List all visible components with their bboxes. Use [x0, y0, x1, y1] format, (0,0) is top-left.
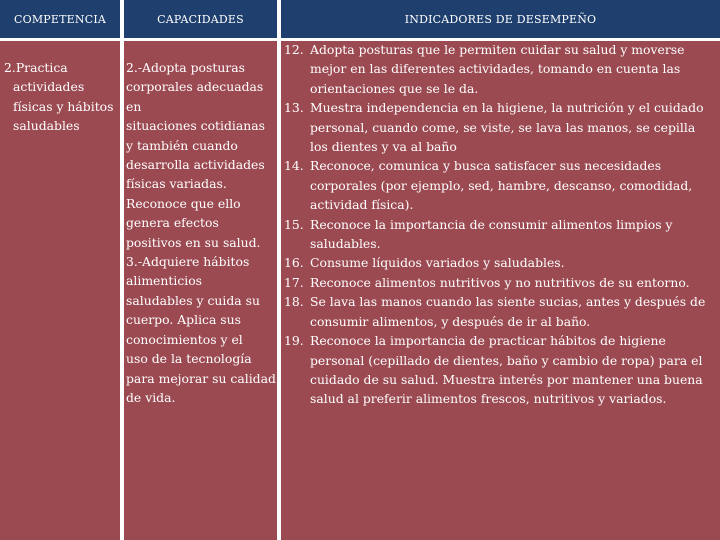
- indicador-line: saludables.: [310, 236, 381, 252]
- capacidad-line: alimenticios: [126, 273, 203, 289]
- indicador-number: 12.: [284, 42, 304, 57]
- indicador-number: 19.: [284, 333, 304, 349]
- capacidad-line: 3.-Adquiere hábitos: [126, 254, 250, 270]
- capacidad-line: de vida.: [126, 389, 176, 405]
- indicador-line: Reconoce la importancia de practicar hábitos de higiene: [310, 333, 666, 349]
- indicador-line: actividad física).: [310, 197, 414, 213]
- indicador-number: 18.: [284, 294, 304, 310]
- competencia-line: saludables: [13, 118, 80, 134]
- indicador-number: 15.: [284, 216, 304, 232]
- capacidad-line: conocimientos y el: [126, 331, 243, 347]
- indicador-item: [284, 156, 714, 214]
- indicador-item: [284, 273, 714, 292]
- indicador-number: 13.: [284, 100, 304, 116]
- header-competencia: COMPETENCIA: [0, 0, 120, 38]
- column-divider: [277, 0, 281, 540]
- indicadores-cell: [284, 40, 714, 409]
- indicador-item: [284, 331, 714, 409]
- competencia-cell: [4, 58, 119, 136]
- capacidad-line: desarrolla actividades: [126, 157, 265, 173]
- indicador-line: los dientes y va al baño: [310, 139, 457, 155]
- capacidad-line: y también cuando: [126, 137, 238, 153]
- indicador-number: 16.: [284, 255, 304, 271]
- capacidad-line: positivos en su salud.: [126, 234, 261, 250]
- capacidad-line: para mejorar su calidad: [126, 370, 276, 386]
- capacidad-line: 2.-Adopta posturas: [126, 60, 245, 75]
- capacidad-line: cuerpo. Aplica sus: [126, 312, 241, 328]
- column-divider: [120, 0, 124, 540]
- competencia-line: físicas y hábitos: [13, 98, 114, 114]
- competencia-line: 2.Practica: [4, 60, 68, 75]
- indicador-item: [284, 215, 714, 254]
- indicador-item: [284, 98, 714, 156]
- capacidad-line: en: [126, 98, 142, 114]
- indicador-number: 17.: [284, 274, 304, 290]
- indicador-line: Muestra independencia en la higiene, la nutrición y el cuidado: [310, 100, 704, 116]
- capacidad-line: uso de la tecnología: [126, 351, 252, 367]
- indicador-number: 14.: [284, 158, 304, 174]
- indicadores-list: [284, 40, 714, 409]
- indicador-line: salud al preferir alimentos frescos, nutritivos y variados.: [310, 391, 667, 407]
- competencia-line: actividades: [13, 79, 85, 95]
- indicador-item: [284, 292, 714, 331]
- indicador-line: Reconoce la importancia de consumir alimentos limpios y: [310, 216, 673, 232]
- capacidad-line: corporales adecuadas: [126, 79, 264, 95]
- indicador-line: orientaciones que se le da.: [310, 80, 479, 96]
- indicador-line: personal, cuando come, se viste, se lava las manos, se cepilla: [310, 119, 696, 135]
- header-capacidades: CAPACIDADES: [124, 0, 277, 38]
- indicador-line: Consume líquidos variados y saludables.: [310, 255, 565, 271]
- indicador-line: cuidado de su salud. Muestra interés por mantener una buena: [310, 371, 703, 387]
- capacidad-line: Reconoce que ello: [126, 195, 241, 211]
- indicador-line: Reconoce alimentos nutritivos y no nutritivos de su entorno.: [310, 274, 690, 290]
- indicador-line: Reconoce, comunica y busca satisfacer sus necesidades: [310, 158, 662, 174]
- indicador-line: corporales (por ejemplo, sed, hambre, descanso, comodidad,: [310, 177, 693, 193]
- capacidad-line: saludables y cuida su: [126, 292, 260, 308]
- capacidades-cell: [126, 58, 276, 407]
- header-indicadores: INDICADORES DE DESEMPEÑO: [281, 0, 720, 38]
- indicador-line: mejor en las diferentes actividades, tomando en cuenta las: [310, 61, 681, 77]
- capacidad-line: físicas variadas.: [126, 176, 227, 192]
- indicador-line: personal (cepillado de dientes, baño y cambio de ropa) para el: [310, 352, 703, 368]
- capacidad-line: situaciones cotidianas: [126, 118, 265, 134]
- indicador-line: Adopta posturas que le permiten cuidar su salud y moverse: [310, 42, 685, 57]
- indicador-item: [284, 40, 714, 98]
- capacidad-line: genera efectos: [126, 215, 219, 231]
- indicador-item: [284, 253, 714, 272]
- indicador-line: consumir alimentos, y después de ir al baño.: [310, 313, 591, 329]
- indicador-line: Se lava las manos cuando las siente sucias, antes y después de: [310, 294, 706, 310]
